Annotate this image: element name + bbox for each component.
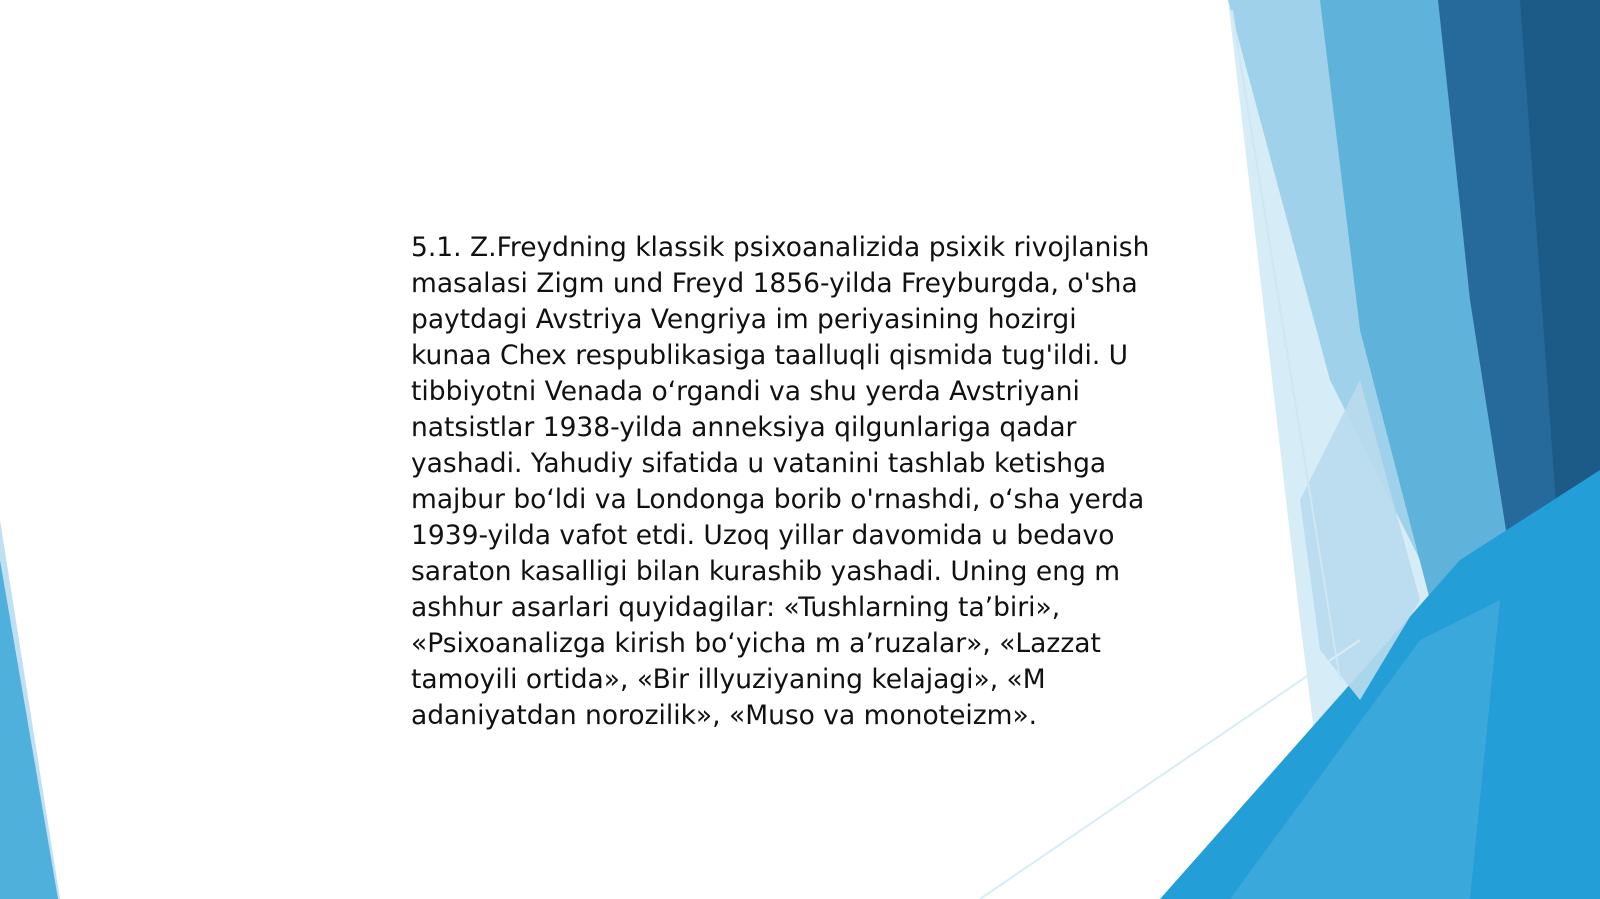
text-line: adaniyatdan norozilik», «Muso va monoteizm». [411, 700, 1038, 731]
text-line: saraton kasalligi bilan kurashib yashadi. Uning eng m [411, 556, 1121, 587]
text-line: masalasi Zigm und Freyd 1856-yilda Freyburgda, o'sha [411, 268, 1138, 299]
text-line: 5.1. Z.Freydning klassik psixoanalizida psixik rivojlanish [411, 232, 1150, 263]
text-line: ashhur asarlari quyidagilar: «Tushlarning ta’biri», [411, 592, 1061, 623]
text-line: natsistlar 1938-yilda anneksiya qilgunlariga qadar [411, 412, 1077, 443]
text-line: kunaa Chex respublikasiga taalluqli qismida tug'ildi. U [411, 340, 1129, 371]
text-line: yashadi. Yahudiy sifatida u vatanini tashlab ketishga [411, 448, 1107, 479]
text-line: tibbiyotni Venada o‘rgandi va shu yerda Avstriyani [411, 376, 1080, 407]
text-line: majbur bo‘ldi va Londonga borib o'rnashdi, o‘sha yerda [411, 484, 1145, 515]
text-line: tamoyili ortida», «Bir illyuziyaning kelajagi», «M [411, 664, 1046, 695]
text-line: 1939-yilda vafot etdi. Uzoq yillar davomida u bedavo [411, 520, 1115, 551]
text-line: paytdagi Avstriya Vengriya im periyasining hozirgi [411, 304, 1077, 335]
body-text [411, 230, 1201, 734]
text-line: «Psixoanalizga kirish bo‘yicha m a’ruzalar», «Lazzat [411, 628, 1101, 659]
